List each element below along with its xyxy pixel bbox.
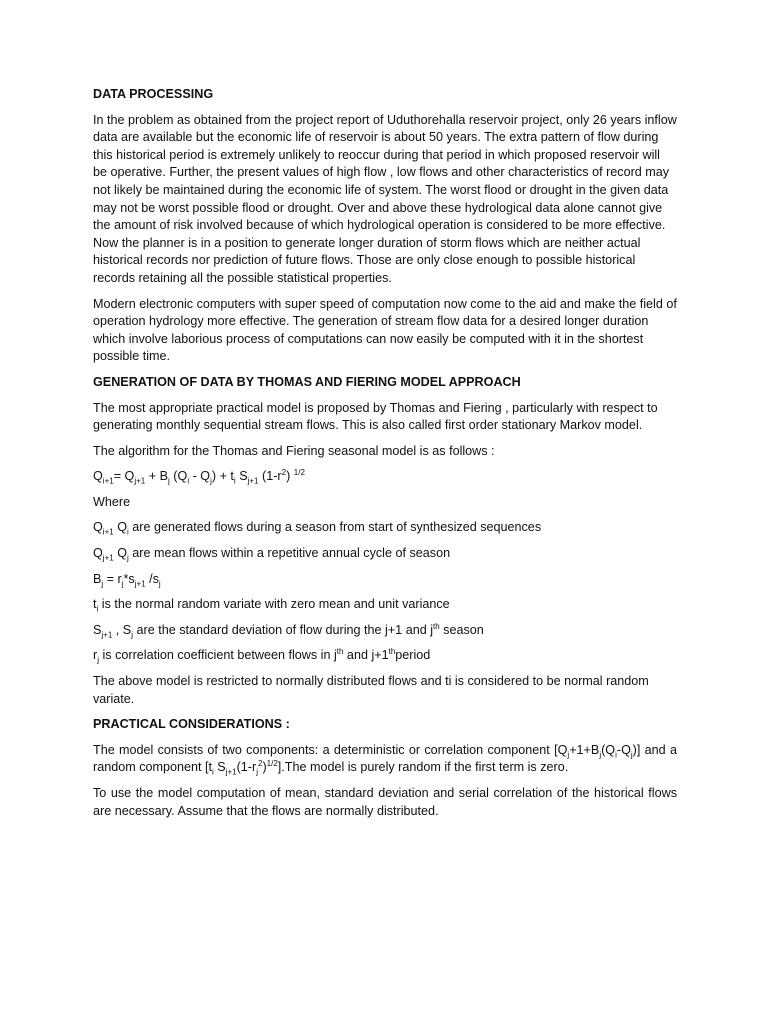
paragraph-computers: Modern electronic computers with super speed of computation now come to the aid and make the field of operation hydrology more effective. The generation of stream flow data for a desired longer duration which involve laborious process of computations can now easily be computed with it in the shortest possible time.: [93, 296, 677, 364]
definition-text: is correlation coefficient between flows in j: [98, 648, 337, 663]
definition-bj: $B_j = r_j*s_{j+1}$ $/s_j$: [93, 571, 161, 589]
components-text: (Q: [601, 742, 616, 757]
components-text: )] and a random component [t: [93, 742, 678, 775]
paragraph-computation: To use the model computation of mean, standard deviation and serial correlation of the historical flows are necessary. Assume that the flows are normally distributed.: [93, 786, 677, 818]
paragraph-model-intro: The most appropriate practical model is proposed by Thomas and Fiering , particularly with respect to generating monthly sequential stream flows. This is also called first order stationary Markov model.: [93, 400, 658, 433]
definition-text: is the normal random variate with zero mean and unit variance: [98, 597, 450, 612]
definition-text-mid: and j+1: [343, 648, 389, 663]
heading-generation: GENERATION OF DATA BY THOMAS AND FIERING MODEL APPROACH: [93, 374, 521, 389]
definition-generated-flows: $Q_{i+1}$ $Q_i$ are generated flows during a season from start of synthesized sequences: [93, 520, 542, 537]
paragraph-restriction: The above model is restricted to normally distributed flows and ti is considered to be normal random variate.: [93, 674, 649, 706]
where-label: Where: [93, 494, 131, 509]
paragraph-algorithm: The algorithm for the Thomas and Fiering seasonal model is as follows :: [93, 443, 495, 458]
definition-ti: $t_i$ is the normal random variate with zero mean and unit variance: [93, 597, 450, 614]
document-page: [93, 86, 677, 828]
heading-data-processing: DATA PROCESSING: [93, 87, 214, 101]
definition-correlation: $r_j$ is correlation coefficient between flows in $j^{th}$ and j+1thperiod: [93, 647, 431, 665]
heading-practical: PRACTICAL CONSIDERATIONS :: [93, 717, 290, 732]
equation-thomas-fiering: $Q_{i+1}= Q_{j+1} + B_j$ $(Q_i - Q_j) + t_i$ $S_{j+1}$ $(1-r^2)$ $^{1/2}$: [93, 468, 305, 486]
definition-text: are generated flows during a season from start of synthesized sequences: [132, 520, 542, 535]
definition-standard-deviation: $S_{j+1}$ , $S_j$ are the standard deviation of flow during the j+1 and $j^{th}$ season: [93, 621, 484, 640]
components-text: (1-r: [236, 760, 257, 775]
definition-mean-flows: $Q_{j+1}$ $Q_j$ are mean flows within a repetitive annual cycle of season: [93, 546, 451, 563]
definition-text: are mean flows within a repetitive annual cycle of season: [128, 546, 451, 561]
definition-text-end: period: [395, 648, 431, 663]
components-text: -Q: [616, 742, 631, 757]
definition-text-end: season: [439, 622, 484, 637]
components-text: The model consists of two components: a deterministic or correlation component [Q: [93, 742, 568, 757]
components-text: ].The model is purely random if the first term is zero.: [277, 760, 569, 775]
components-text: +1+B: [569, 742, 600, 757]
definition-text: are the standard deviation of flow during the j+1 and j: [133, 622, 433, 637]
components-text: ): [262, 760, 267, 775]
paragraph-components: The model consists of two components: a deterministic or correlation component $[Q_j+1+B_j(Q_i-Q_j)]$ and a random component [$t_i$ $S_{j+1}(1-r_j^2)^{1/2}].The$ model is purely random if the first term is zero.: [93, 742, 678, 777]
paragraph-problem: In the problem as obtained from the project report of Uduthorehalla reservoir project, only 26 years inflow data are available but the economic life of reservoir is about 50 years. The extra pattern of flow during this historical period is extremely unlikely to reoccur during that period in which proposed reservoir will be operative. Further, the present values of high flow , low flows and other characteristics of record may not likely be maintained during the economic life of system. The worst flood or drought in the given data may not be worst possible flood or drought. Over and above these hydrological data alone cannot give the amount of risk involved because of which hydrological operation is considered to be more effective. Now the planner is in a position to generate longer duration of storm flows which are neither actual historical records nor prediction of future flows. Those are only close enough to possible historical records retaining all the possible statistical properties.: [93, 112, 677, 285]
components-text: S: [213, 760, 226, 775]
